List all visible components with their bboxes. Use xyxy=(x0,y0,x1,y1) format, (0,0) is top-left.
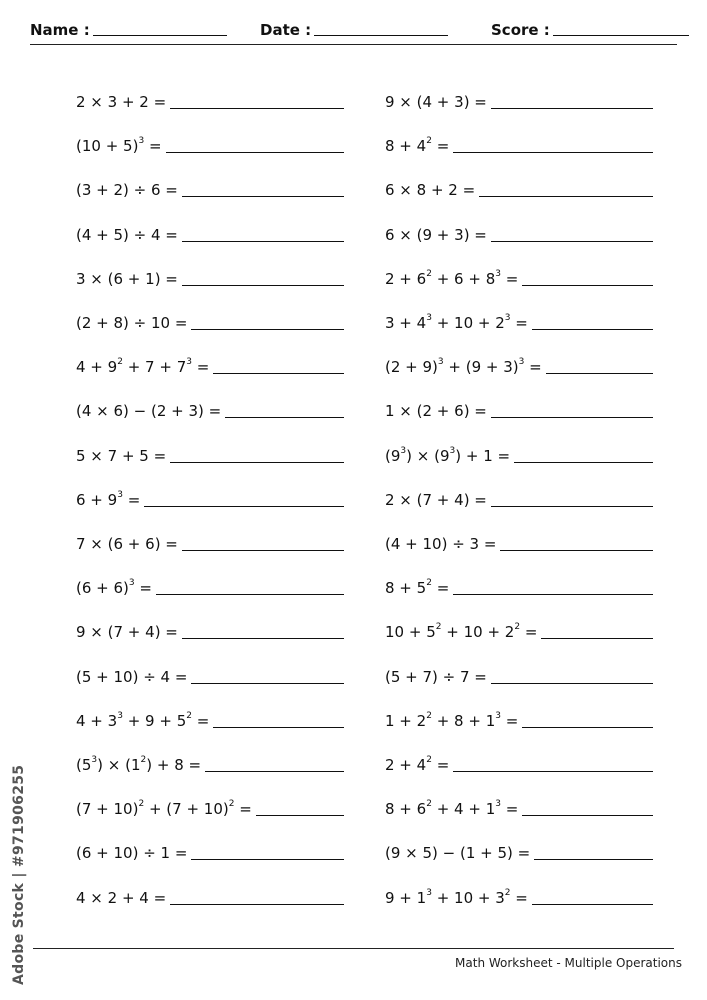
exponent: 2 xyxy=(426,136,432,147)
answer-blank[interactable] xyxy=(170,107,344,109)
problem-row xyxy=(76,347,344,377)
problem-expression: $3 + 4^3 + 10 + 2^3$ = xyxy=(385,313,528,332)
name-label: Name : xyxy=(30,21,90,39)
problem-row xyxy=(76,789,344,819)
problem-expression: $(6 + 6)^3$ = xyxy=(76,578,152,598)
exponent: 2 xyxy=(426,755,432,765)
footer-title: Math Worksheet - Multiple Operations xyxy=(455,956,682,970)
problem-row xyxy=(76,568,344,598)
problem-expression: 7 × (6 + 6) = xyxy=(76,535,178,553)
answer-blank[interactable] xyxy=(191,858,344,860)
exponent: 2 xyxy=(426,799,432,810)
problem-row xyxy=(76,170,344,200)
footer-divider xyxy=(33,948,674,949)
score-label: Score : xyxy=(491,21,550,39)
name-field xyxy=(30,20,227,40)
problem-row xyxy=(385,524,653,554)
exponent: 3 xyxy=(495,710,501,721)
problem-expression: $(7 + 10)^2 + (7 + 10)^2$ = xyxy=(76,799,252,819)
answer-blank[interactable] xyxy=(453,593,653,595)
problem-expression: (2 + 8) ÷ 10 = xyxy=(76,314,188,332)
answer-blank[interactable] xyxy=(144,505,344,507)
exponent: 3 xyxy=(495,268,501,279)
problem-row xyxy=(385,878,653,908)
problem-expression: $4 + 9^2 + 7 + 7^3$ = xyxy=(76,357,210,377)
problem-row xyxy=(385,833,653,863)
answer-blank[interactable] xyxy=(532,903,653,905)
answer-blank[interactable] xyxy=(500,549,653,551)
answer-blank[interactable] xyxy=(491,107,653,109)
problem-row xyxy=(76,436,344,466)
answer-blank[interactable] xyxy=(514,461,653,463)
problem-expression: (9 × 5) − (1 + 5) = xyxy=(385,844,531,863)
answer-blank[interactable] xyxy=(182,240,344,242)
problem-expression: $(5^3) \times (1^2) + 8$ = xyxy=(76,755,202,774)
answer-blank[interactable] xyxy=(191,328,344,330)
answer-blank[interactable] xyxy=(522,814,653,816)
answer-blank[interactable] xyxy=(191,682,344,684)
problem-row xyxy=(385,612,653,642)
exponent: 2 xyxy=(514,622,521,633)
problem-expression: 6 × 8 + 2 = xyxy=(385,181,476,200)
exponent: 2 xyxy=(426,578,432,589)
exponent: 3 xyxy=(426,887,432,898)
exponent: 2 xyxy=(435,622,442,633)
problem-row xyxy=(385,170,653,200)
exponent: 3 xyxy=(437,357,444,368)
problem-expression: 9 × (7 + 4) = xyxy=(76,623,178,642)
exponent: 3 xyxy=(400,445,407,456)
problem-expression: 4 × 2 + 4 = xyxy=(76,888,167,907)
date-field xyxy=(260,20,448,40)
problem-row xyxy=(385,789,653,819)
problem-row xyxy=(385,303,653,333)
problem-row xyxy=(76,259,344,289)
exponent: 2 xyxy=(186,710,192,721)
problem-expression: $9 + 1^3 + 10 + 3^2$ = xyxy=(385,887,528,907)
problem-row xyxy=(385,126,653,156)
exponent: 3 xyxy=(138,136,145,147)
answer-blank[interactable] xyxy=(541,637,653,639)
answer-blank[interactable] xyxy=(213,372,344,374)
problem-expression: (5 + 7) ÷ 7 = xyxy=(385,667,487,686)
problem-expression: 3 × (6 + 1) = xyxy=(76,269,178,288)
exponent: 3 xyxy=(426,313,432,323)
answer-blank[interactable] xyxy=(182,637,344,639)
problem-row xyxy=(76,833,344,863)
problem-expression: (5 + 10) ÷ 4 = xyxy=(76,667,188,686)
problem-expression: 2 × 3 + 2 = xyxy=(76,93,167,111)
problem-expression: $1 + 2^2 + 8 + 1^3$ = xyxy=(385,710,519,730)
answer-blank[interactable] xyxy=(546,372,653,374)
header-divider xyxy=(30,44,677,45)
problem-row xyxy=(385,657,653,687)
problem-expression: $8 + 6^2 + 4 + 1^3$ = xyxy=(385,799,519,819)
answer-blank[interactable] xyxy=(522,726,653,728)
score-blank[interactable] xyxy=(553,34,689,36)
exponent: 2 xyxy=(426,268,432,279)
exponent: 2 xyxy=(228,799,235,810)
problem-expression: $10 + 5^2 + 10 + 2^2$ = xyxy=(385,622,538,642)
name-blank[interactable] xyxy=(93,34,227,36)
exponent: 3 xyxy=(117,710,123,721)
problem-row xyxy=(385,480,653,510)
exponent: 3 xyxy=(91,755,98,765)
answer-blank[interactable] xyxy=(453,770,653,772)
problem-row xyxy=(385,82,653,112)
answer-blank[interactable] xyxy=(491,505,653,507)
answer-blank[interactable] xyxy=(213,726,344,728)
problem-expression: $6 + 9^3$ = xyxy=(76,489,141,509)
exponent: 2 xyxy=(117,357,123,368)
problem-row xyxy=(76,878,344,908)
problem-expression: $2 + 4^2$ = xyxy=(385,755,450,774)
problem-row xyxy=(385,215,653,245)
exponent: 2 xyxy=(426,710,432,721)
problem-expression: $8 + 5^2$ = xyxy=(385,578,450,598)
problem-expression: (4 + 10) ÷ 3 = xyxy=(385,535,497,553)
exponent: 3 xyxy=(504,313,511,323)
problem-expression: 1 × (2 + 6) = xyxy=(385,402,487,421)
problem-row xyxy=(76,126,344,156)
problem-row xyxy=(385,347,653,377)
exponent: 2 xyxy=(138,799,145,810)
answer-blank[interactable] xyxy=(156,593,344,595)
problem-row xyxy=(76,612,344,642)
answer-blank[interactable] xyxy=(225,416,344,418)
problem-expression: (3 + 2) ÷ 6 = xyxy=(76,181,178,200)
exponent: 3 xyxy=(128,578,135,589)
exponent: 3 xyxy=(186,357,192,368)
answer-blank[interactable] xyxy=(491,682,653,684)
problem-row xyxy=(385,701,653,731)
problem-row xyxy=(76,303,344,333)
problem-row xyxy=(76,657,344,687)
answer-blank[interactable] xyxy=(182,284,344,286)
answer-blank[interactable] xyxy=(182,195,344,197)
problem-row xyxy=(76,391,344,421)
exponent: 3 xyxy=(518,357,525,368)
answer-blank[interactable] xyxy=(532,328,653,330)
problem-expression: $(2 + 9)^3 + (9 + 3)^3$ = xyxy=(385,357,542,377)
problem-expression: 9 × (4 + 3) = xyxy=(385,93,487,111)
problem-row xyxy=(385,259,653,289)
answer-blank[interactable] xyxy=(491,240,653,242)
problem-row xyxy=(76,524,344,554)
date-label: Date : xyxy=(260,21,312,39)
problem-row xyxy=(385,568,653,598)
answer-blank[interactable] xyxy=(170,903,344,905)
answer-blank[interactable] xyxy=(522,284,653,286)
problem-row xyxy=(76,480,344,510)
problem-row xyxy=(385,391,653,421)
problem-row xyxy=(76,701,344,731)
problem-expression: $4 + 3^3 + 9 + 5^2$ = xyxy=(76,710,210,730)
exponent: 2 xyxy=(504,887,511,898)
problem-expression: $8 + 4^2$ = xyxy=(385,136,450,156)
problem-row xyxy=(385,436,653,466)
problem-expression: (4 + 5) ÷ 4 = xyxy=(76,225,178,244)
date-blank[interactable] xyxy=(314,34,448,36)
problem-expression: $2 + 6^2 + 6 + 8^3$ = xyxy=(385,268,519,288)
problem-row xyxy=(76,745,344,775)
problem-expression: 6 × (9 + 3) = xyxy=(385,225,487,244)
answer-blank[interactable] xyxy=(453,151,653,153)
exponent: 3 xyxy=(117,489,123,500)
problem-expression: $(9^3) \times (9^3) + 1$ = xyxy=(385,445,511,465)
answer-blank[interactable] xyxy=(256,814,344,816)
answer-blank[interactable] xyxy=(491,416,653,418)
answer-blank[interactable] xyxy=(170,461,344,463)
answer-blank[interactable] xyxy=(166,151,344,153)
worksheet-header xyxy=(30,20,677,46)
problem-expression: $(10 + 5)^3$ = xyxy=(76,136,162,156)
exponent: 2 xyxy=(140,755,147,765)
problem-expression: (4 × 6) − (2 + 3) = xyxy=(76,402,222,421)
answer-blank[interactable] xyxy=(534,858,653,860)
exponent: 3 xyxy=(495,799,501,810)
exponent: 3 xyxy=(449,445,456,456)
answer-blank[interactable] xyxy=(479,195,653,197)
problem-row xyxy=(76,215,344,245)
answer-blank[interactable] xyxy=(182,549,344,551)
problem-row xyxy=(385,745,653,775)
problem-expression: (6 + 10) ÷ 1 = xyxy=(76,844,188,863)
problem-row xyxy=(76,82,344,112)
stock-watermark-text: Adobe Stock | #971906255 xyxy=(11,764,27,985)
problem-expression: 2 × (7 + 4) = xyxy=(385,490,487,509)
problem-expression: 5 × 7 + 5 = xyxy=(76,446,167,465)
answer-blank[interactable] xyxy=(205,770,344,772)
score-field xyxy=(491,20,689,40)
